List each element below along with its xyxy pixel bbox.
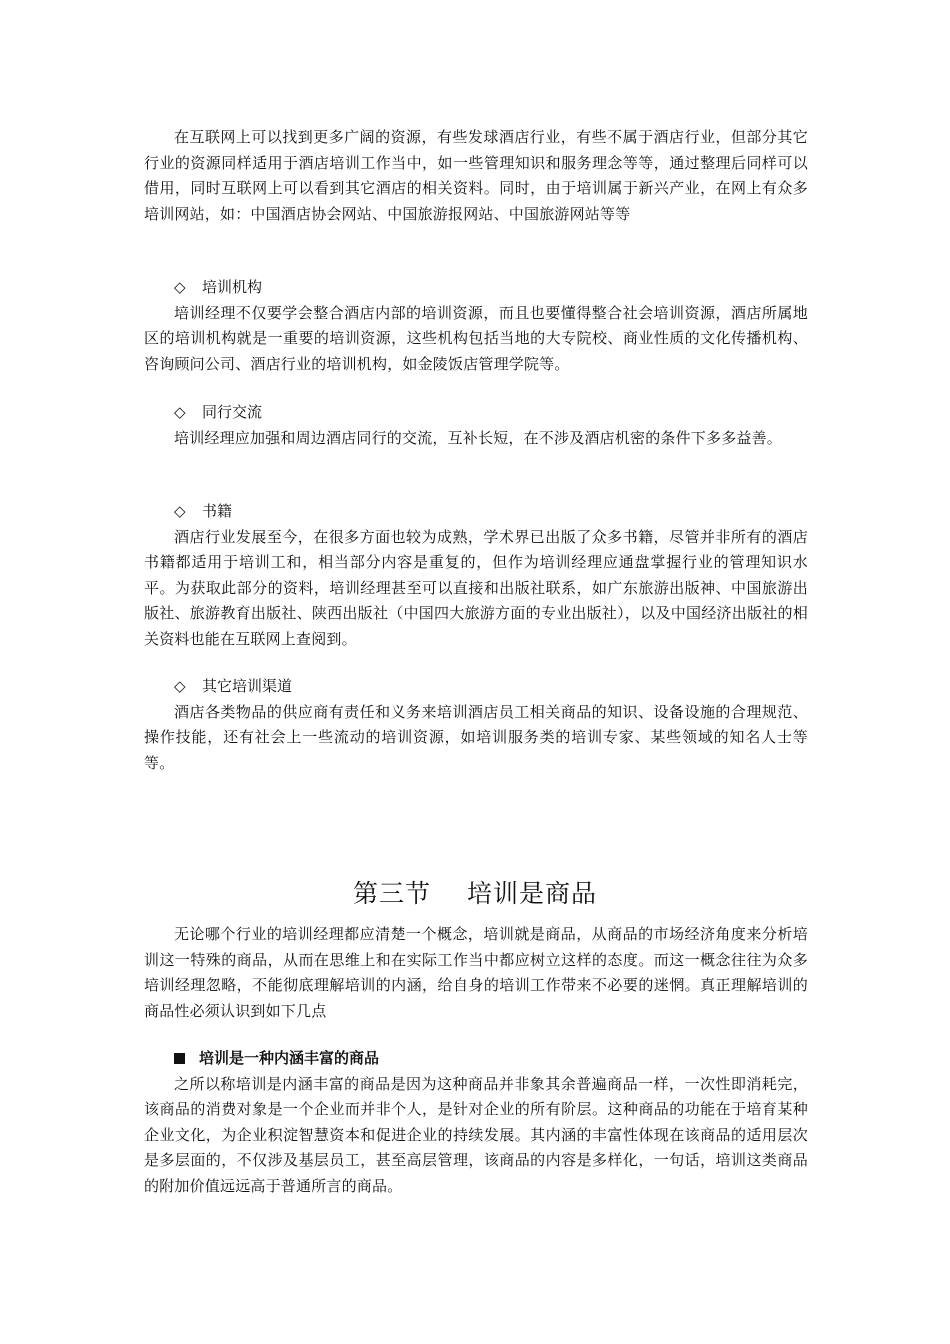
chapter-section-title [0,874,950,914]
section-heading-text: 同行交流 [202,403,263,421]
intro-paragraph: 在互联网上可以找到更多广阔的资源，有些发球酒店行业，有些不属于酒店行业，但部分其它行业的资源同样适用于酒店培训工作当中，如一些管理知识和服务理念等等，通过整理后同样可以借用，同时互联网上可以看到其它酒店的相关资料。同时，由于培训属于新兴产业，在网上有众多培训网站，如：中国酒店协会网站、中国旅游报网站、中国旅游网站等等 [144,128,808,223]
section-heading [144,499,808,525]
subsection-body: 之所以称培训是内涵丰富的商品是因为这种商品并非象其余普遍商品一样，一次性即消耗完，该商品的消费对象是一个企业而并非个人，是针对企业的所有阶层。这种商品的功能在于培育某种企业文化，为企业积淀智慧资本和促进企业的持续发展。其内涵的丰富性体现在该商品的适用层次是多层面的，不仅涉及基层员工，甚至高层管理，该商品的内容是多样化，一句话，培训这类商品的附加价值远远高于普通所言的商品。 [144,1074,808,1195]
section-training-institutions [144,275,808,377]
section-intro-block [144,922,808,1024]
subsection-rich-commodity [144,1046,808,1199]
section-other-channels [144,674,808,776]
subsection-heading [144,1046,808,1072]
section-heading [144,400,808,426]
section-heading-text: 培训机构 [202,278,263,296]
section-body: 酒店行业发展至今，在很多方面也较为成熟，学术界已出版了众多书籍，尽管并非所有的酒店书籍都适用于培训工和，相当部分内容是重复的，但作为培训经理应通盘掌握行业的管理知识水平。为获取此部分的资料，培训经理甚至可以直接和出版社联系，如广东旅游出版神、中国旅游出版社、旅游教育出版社、陕西出版社（中国四大旅游方面的专业出版社），以及中国经济出版社的相关资料也能在互联网上查阅到。 [144,527,808,648]
section-heading-text: 书籍 [202,502,233,520]
section-body: 酒店各类物品的供应商有责任和义务来培训酒店员工相关商品的知识、设备设施的合理规范、操作技能，还有社会上一些流动的培训资源，如培训服务类的培训专家、某些领域的知名人士等等。 [144,702,808,772]
subsection-heading-text: 培训是一种内涵丰富的商品 [199,1049,380,1067]
square-bullet-icon [174,1053,185,1064]
section-body: 培训经理应加强和周边酒店同行的交流，互补长短，在不涉及酒店机密的条件下多多益善。 [174,428,783,447]
section-peer-exchange [144,400,808,451]
diamond-bullet-icon: ◇ [174,278,186,296]
section-heading-text: 其它培训渠道 [202,677,293,695]
section-name: 培训是商品 [467,879,598,908]
section-books [144,499,808,652]
section-number: 第三节 [352,879,431,908]
diamond-bullet-icon: ◇ [174,677,186,695]
section-heading [144,275,808,301]
section-heading [144,674,808,700]
diamond-bullet-icon: ◇ [174,403,186,421]
diamond-bullet-icon: ◇ [174,502,186,520]
section-intro-paragraph: 无论哪个行业的培训经理都应清楚一个概念，培训就是商品，从商品的市场经济角度来分析培训这一特殊的商品，从而在思维上和在实际工作当中都应树立这样的态度。而这一概念往往为众多培训经理忽略，不能彻底理解培训的内涵，给自身的培训工作带来不必要的迷惘。真正理解培训的商品性必须认识到如下几点 [144,925,808,1020]
section-body: 培训经理不仅要学会整合酒店内部的培训资源，而且也要懂得整合社会培训资源，酒店所属地区的培训机构就是一重要的培训资源，这些机构包括当地的大专院校、商业性质的文化传播机构、咨询顾问公司、酒店行业的培训机构，如金陵饭店管理学院等。 [144,303,808,373]
intro-block [144,125,808,227]
